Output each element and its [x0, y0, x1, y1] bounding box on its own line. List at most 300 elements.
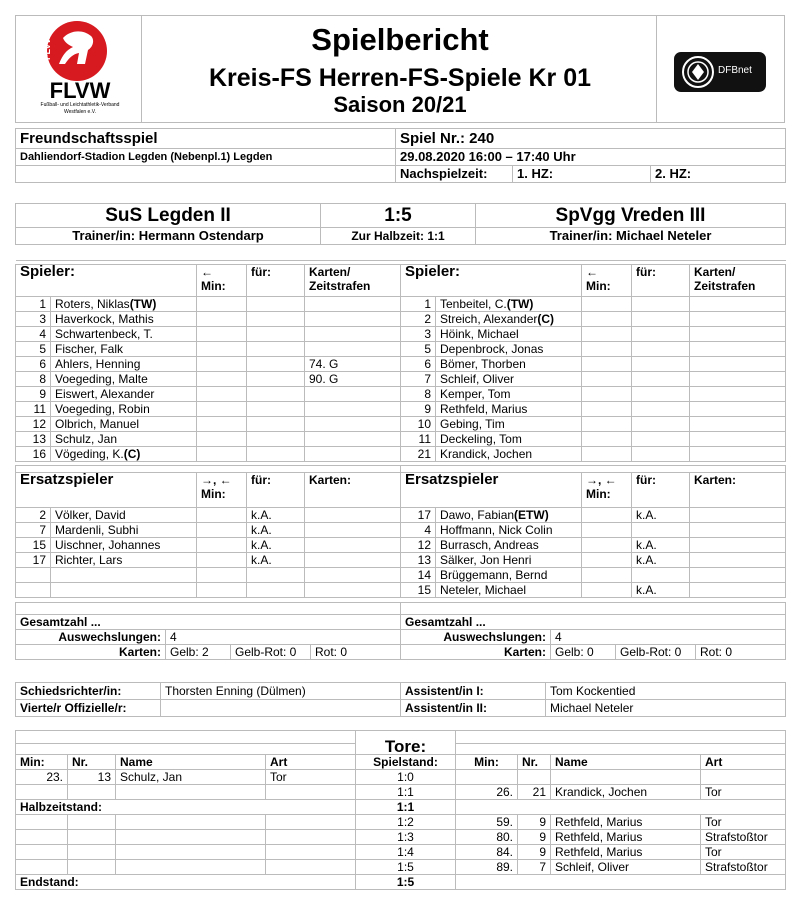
player-name [51, 312, 197, 327]
home-player-row [16, 297, 401, 312]
away-sub-cards-header: Karten: [690, 473, 786, 508]
player-name [51, 553, 197, 568]
min-label: Min: [586, 279, 611, 293]
goal-home-nr [68, 785, 116, 800]
player-for [632, 297, 690, 312]
player-card [305, 417, 401, 432]
arrow-left-icon: ← [586, 265, 598, 279]
player-min [197, 508, 247, 523]
player-for [632, 342, 690, 357]
player-card [690, 342, 786, 357]
player-for [632, 523, 690, 538]
goals-table [15, 730, 786, 890]
player-role-tag: (TW) [129, 297, 157, 311]
player-name-text: Burrasch, Andreas [440, 538, 539, 552]
goal-home-min [16, 845, 68, 860]
player-min [582, 297, 632, 312]
player-min [582, 523, 632, 538]
player-name [51, 357, 197, 372]
away-subs-count-label: Auswechslungen: [401, 630, 551, 645]
goal-away-type: Strafstoßtor [701, 830, 786, 845]
home-sub-row [16, 523, 401, 538]
player-number: 3 [401, 327, 436, 342]
player-number: 15 [401, 583, 436, 598]
player-name [436, 583, 582, 598]
assistant1-name: Tom Kockentied [546, 683, 786, 700]
player-name-text: Mardenli, Subhi [55, 523, 139, 537]
match-datetime: 29.08.2020 16:00 – 17:40 Uhr [396, 149, 786, 166]
player-name [436, 568, 582, 583]
fourth-official-label: Vierte/r Offizielle/r: [16, 700, 161, 717]
player-name-text: Tenbeitel, C. [440, 297, 507, 311]
goal-away-name: Rethfeld, Marius [551, 845, 701, 860]
goal-away-nr [518, 770, 551, 785]
goal-score: 1:5 [356, 860, 456, 875]
player-min [582, 372, 632, 387]
player-name [436, 553, 582, 568]
cards-label: Karten/ [309, 265, 351, 279]
home-sub-row [16, 538, 401, 553]
halftime-score-label: Halbzeitstand: [16, 800, 356, 815]
home-sub-min-header [197, 473, 247, 508]
player-for [247, 417, 305, 432]
arrows-inout-icon: →, ← [586, 473, 617, 487]
away-subs-header: Ersatzspieler [401, 473, 582, 508]
away-cards-total-label: Karten: [401, 645, 551, 660]
home-sub-cards-header: Karten: [305, 473, 401, 508]
player-name [436, 297, 582, 312]
player-for: k.A. [247, 523, 305, 538]
teams-table [15, 203, 786, 245]
penalties-label: Zeitstrafen [309, 279, 371, 293]
player-name [51, 508, 197, 523]
home-subs-table [15, 465, 401, 598]
player-name-text: Völker, David [55, 508, 126, 522]
flvw-logo-text: FLVW [49, 78, 111, 103]
player-min [582, 312, 632, 327]
player-name [436, 387, 582, 402]
home-player-row [16, 387, 401, 402]
player-for [632, 417, 690, 432]
goal-away-type [701, 770, 786, 785]
player-number: 8 [401, 387, 436, 402]
goal-home-nr: 13 [68, 770, 116, 785]
goal-score: 1:0 [356, 770, 456, 785]
player-min [582, 327, 632, 342]
player-for [632, 432, 690, 447]
min-label: Min: [586, 487, 611, 501]
away-player-row [401, 447, 786, 462]
player-card [305, 553, 401, 568]
player-for [632, 447, 690, 462]
goal-away-nr: 9 [518, 830, 551, 845]
player-for: k.A. [247, 553, 305, 568]
home-yellowred-count: Gelb-Rot: 0 [231, 645, 311, 660]
home-player-row [16, 342, 401, 357]
player-number: 15 [16, 538, 51, 553]
goals-home-name-header: Name [116, 755, 266, 770]
home-player-row [16, 357, 401, 372]
flvw-logo-subtext: Fußball- und Leichtathletik-Verband Westfalen e.V. [40, 102, 120, 115]
goal-row [16, 785, 786, 800]
goal-score: 1:2 [356, 815, 456, 830]
player-card [305, 538, 401, 553]
away-yellowred-count: Gelb-Rot: 0 [616, 645, 696, 660]
player-number: 7 [401, 372, 436, 387]
away-for-header: für: [632, 265, 690, 297]
home-player-row [16, 312, 401, 327]
player-card [690, 297, 786, 312]
player-card [690, 327, 786, 342]
player-min [197, 372, 247, 387]
away-sub-row [401, 583, 786, 598]
player-name-text: Schwartenbeck, T. [55, 327, 153, 341]
player-name-text: Bömer, Thorben [440, 357, 526, 371]
player-number: 10 [401, 417, 436, 432]
player-role-tag: (TW) [506, 297, 534, 311]
home-min-header [197, 265, 247, 297]
player-number: 11 [16, 402, 51, 417]
goal-away-min [456, 770, 518, 785]
player-number: 1 [16, 297, 51, 312]
player-number: 21 [401, 447, 436, 462]
goal-home-type [266, 815, 356, 830]
player-min [197, 402, 247, 417]
player-card [690, 432, 786, 447]
home-player-row [16, 327, 401, 342]
goal-row [16, 770, 786, 785]
away-sub-row [401, 553, 786, 568]
home-sub-row [16, 583, 401, 598]
player-card [305, 568, 401, 583]
dfbnet-logo-text: DFBnet [718, 65, 752, 76]
player-name-text: Voegeding, Robin [55, 402, 150, 416]
player-name-text: Olbrich, Manuel [55, 417, 140, 431]
goal-home-type [266, 860, 356, 875]
home-team-name: SuS Legden II [16, 204, 321, 228]
player-name [436, 432, 582, 447]
competition-title: Kreis-FS Herren-FS-Spiele Kr 01 [208, 64, 592, 92]
player-card [305, 508, 401, 523]
player-name [436, 312, 582, 327]
player-card [305, 583, 401, 598]
goal-away-type: Strafstoßtor [701, 860, 786, 875]
player-name-text: Haverkock, Mathis [55, 312, 154, 326]
player-min [582, 387, 632, 402]
player-name-text: Schulz, Jan [55, 432, 118, 446]
player-number: 13 [401, 553, 436, 568]
player-min [197, 327, 247, 342]
player-for [247, 402, 305, 417]
player-card [690, 357, 786, 372]
player-min [197, 553, 247, 568]
halftime-score-row [16, 800, 786, 815]
player-name-text: Deckeling, Tom [440, 432, 522, 446]
player-number: 14 [401, 568, 436, 583]
goal-home-nr [68, 815, 116, 830]
away-player-row [401, 312, 786, 327]
goal-score: 1:4 [356, 845, 456, 860]
goals-away-type-header: Art [701, 755, 786, 770]
player-number: 4 [401, 523, 436, 538]
referee-name: Thorsten Enning (Dülmen) [161, 683, 401, 700]
player-number: 16 [16, 447, 51, 462]
player-min [582, 583, 632, 598]
player-min [582, 508, 632, 523]
goal-away-nr: 9 [518, 815, 551, 830]
player-card [305, 523, 401, 538]
goal-row [16, 860, 786, 875]
goal-away-min: 84. [456, 845, 518, 860]
player-number: 12 [16, 417, 51, 432]
player-card [305, 447, 401, 462]
player-min [197, 297, 247, 312]
player-card [305, 312, 401, 327]
player-name-text: Sälker, Jon Henri [440, 553, 532, 567]
player-for [632, 327, 690, 342]
player-for [247, 342, 305, 357]
goal-home-min [16, 830, 68, 845]
away-sub-row [401, 538, 786, 553]
player-name-text: Streich, Alexander [440, 312, 538, 326]
away-player-row [401, 417, 786, 432]
goals-score-header: Spielstand: [356, 755, 456, 770]
assistant2-label: Assistent/in II: [401, 700, 546, 717]
player-name-text: Rethfeld, Marius [440, 402, 528, 416]
goals-home-nr-header: Nr. [68, 755, 116, 770]
player-card [690, 402, 786, 417]
final-score-label: Endstand: [16, 875, 356, 890]
final-score-row [16, 875, 786, 890]
away-sub-for-header: für: [632, 473, 690, 508]
player-number: 9 [401, 402, 436, 417]
penalties-label: Zeitstrafen [694, 279, 756, 293]
player-name [436, 372, 582, 387]
player-card [305, 327, 401, 342]
player-name-text: Kemper, Tom [440, 387, 511, 401]
player-name [51, 417, 197, 432]
goals-header: Tore: [356, 731, 456, 755]
assistant1-label: Assistent/in I: [401, 683, 546, 700]
goal-home-nr [68, 860, 116, 875]
away-subs-table [400, 465, 786, 598]
player-min [197, 417, 247, 432]
away-totals-table [400, 602, 786, 660]
home-sub-row [16, 553, 401, 568]
arrow-left-icon: ← [201, 265, 213, 279]
player-for: k.A. [247, 538, 305, 553]
goal-home-type: Tor [266, 770, 356, 785]
player-min [197, 387, 247, 402]
home-player-row [16, 417, 401, 432]
goals-home-min-header: Min: [16, 755, 68, 770]
player-name [51, 523, 197, 538]
player-name [436, 342, 582, 357]
player-name [436, 357, 582, 372]
goal-away-min: 26. [456, 785, 518, 800]
goal-home-name [116, 860, 266, 875]
goal-home-min [16, 815, 68, 830]
goal-home-nr [68, 845, 116, 860]
player-number: 8 [16, 372, 51, 387]
home-cards-header [305, 265, 401, 297]
player-min [197, 357, 247, 372]
home-player-row [16, 432, 401, 447]
goal-home-type [266, 845, 356, 860]
venue: Dahliendorf-Stadion Legden (Nebenpl.1) Legden [16, 149, 396, 166]
player-card [690, 372, 786, 387]
goal-away-type: Tor [701, 845, 786, 860]
away-player-row [401, 372, 786, 387]
player-name [51, 538, 197, 553]
away-player-row [401, 327, 786, 342]
home-cards-total-label: Karten: [16, 645, 166, 660]
player-min [197, 583, 247, 598]
final-score: 1:5 [321, 204, 476, 228]
home-subs-count-label: Auswechslungen: [16, 630, 166, 645]
player-name-text: Roters, Niklas [55, 297, 130, 311]
player-for [247, 568, 305, 583]
report-title: Spielbericht [311, 22, 489, 57]
player-number: 6 [16, 357, 51, 372]
dfb-emblem-icon [678, 52, 718, 92]
player-for: k.A. [632, 538, 690, 553]
player-min [197, 312, 247, 327]
home-yellow-count: Gelb: 2 [166, 645, 231, 660]
player-min [582, 568, 632, 583]
player-for [247, 327, 305, 342]
home-trainer: Trainer/in: Hermann Ostendarp [16, 228, 321, 245]
away-player-row [401, 387, 786, 402]
min-label: Min: [201, 279, 226, 293]
player-name [51, 432, 197, 447]
player-min [197, 523, 247, 538]
referee-label: Schiedsrichter/in: [16, 683, 161, 700]
away-player-row [401, 432, 786, 447]
player-name [436, 327, 582, 342]
goal-away-min: 89. [456, 860, 518, 875]
player-number: 11 [401, 432, 436, 447]
player-role-tag: (C) [123, 447, 141, 461]
player-number: 13 [16, 432, 51, 447]
player-number: 2 [401, 312, 436, 327]
player-min [582, 342, 632, 357]
player-name [436, 523, 582, 538]
player-for [247, 387, 305, 402]
player-for [247, 432, 305, 447]
goal-row [16, 845, 786, 860]
goal-away-name: Rethfeld, Marius [551, 830, 701, 845]
goal-away-type: Tor [701, 785, 786, 800]
player-number: 12 [401, 538, 436, 553]
home-player-row [16, 447, 401, 462]
goal-away-nr: 7 [518, 860, 551, 875]
away-player-row [401, 342, 786, 357]
player-min [582, 432, 632, 447]
player-card [690, 417, 786, 432]
player-name [436, 402, 582, 417]
goal-home-name [116, 815, 266, 830]
player-for [247, 447, 305, 462]
away-sub-min-header [582, 473, 632, 508]
goal-home-min [16, 860, 68, 875]
away-sub-row [401, 523, 786, 538]
player-name [51, 372, 197, 387]
goal-away-type: Tor [701, 815, 786, 830]
player-number: 17 [401, 508, 436, 523]
away-trainer: Trainer/in: Michael Neteler [476, 228, 786, 245]
player-name-text: Eiswert, Alexander [55, 387, 155, 401]
player-number [16, 568, 51, 583]
player-card [305, 297, 401, 312]
player-name [51, 447, 197, 462]
player-name [51, 327, 197, 342]
goal-home-name [116, 785, 266, 800]
player-name-text: Depenbrock, Jonas [440, 342, 544, 356]
player-for [247, 583, 305, 598]
player-name [436, 417, 582, 432]
player-card [690, 508, 786, 523]
goal-home-type [266, 830, 356, 845]
player-name-text: Krandick, Jochen [440, 447, 533, 461]
player-min [582, 553, 632, 568]
player-for: k.A. [632, 553, 690, 568]
player-name [51, 402, 197, 417]
away-sub-row [401, 568, 786, 583]
player-number: 6 [401, 357, 436, 372]
player-for [247, 312, 305, 327]
player-for [632, 372, 690, 387]
player-number: 3 [16, 312, 51, 327]
goals-away-name-header: Name [551, 755, 701, 770]
player-name-text: Richter, Lars [55, 553, 123, 567]
player-number: 9 [16, 387, 51, 402]
player-for [247, 357, 305, 372]
away-players-table [400, 260, 786, 462]
away-sub-row [401, 508, 786, 523]
final-score-value: 1:5 [356, 875, 456, 890]
home-sub-row [16, 568, 401, 583]
player-card [305, 402, 401, 417]
goal-score: 1:1 [356, 785, 456, 800]
player-for [632, 312, 690, 327]
home-total-label: Gesamtzahl ... [16, 615, 401, 630]
player-name [436, 538, 582, 553]
dfbnet-logo [674, 52, 766, 92]
away-team-name: SpVgg Vreden III [476, 204, 786, 228]
goal-away-min: 59. [456, 815, 518, 830]
home-for-header: für: [247, 265, 305, 297]
away-min-header [582, 265, 632, 297]
first-half-label: 1. HZ: [513, 166, 651, 183]
player-name [51, 387, 197, 402]
player-name-text: Vögeding, K. [55, 447, 124, 461]
away-yellow-count: Gelb: 0 [551, 645, 616, 660]
goal-home-min [16, 785, 68, 800]
officials-table [15, 682, 786, 717]
home-sub-row [16, 508, 401, 523]
match-info-table [15, 128, 786, 183]
goal-home-type [266, 785, 356, 800]
player-name-text: Gebing, Tim [440, 417, 505, 431]
player-name [436, 447, 582, 462]
player-number [16, 583, 51, 598]
goal-away-nr: 21 [518, 785, 551, 800]
home-red-count: Rot: 0 [311, 645, 401, 660]
game-number: Spiel Nr.: 240 [396, 129, 786, 149]
goal-home-min: 23. [16, 770, 68, 785]
player-card [690, 568, 786, 583]
